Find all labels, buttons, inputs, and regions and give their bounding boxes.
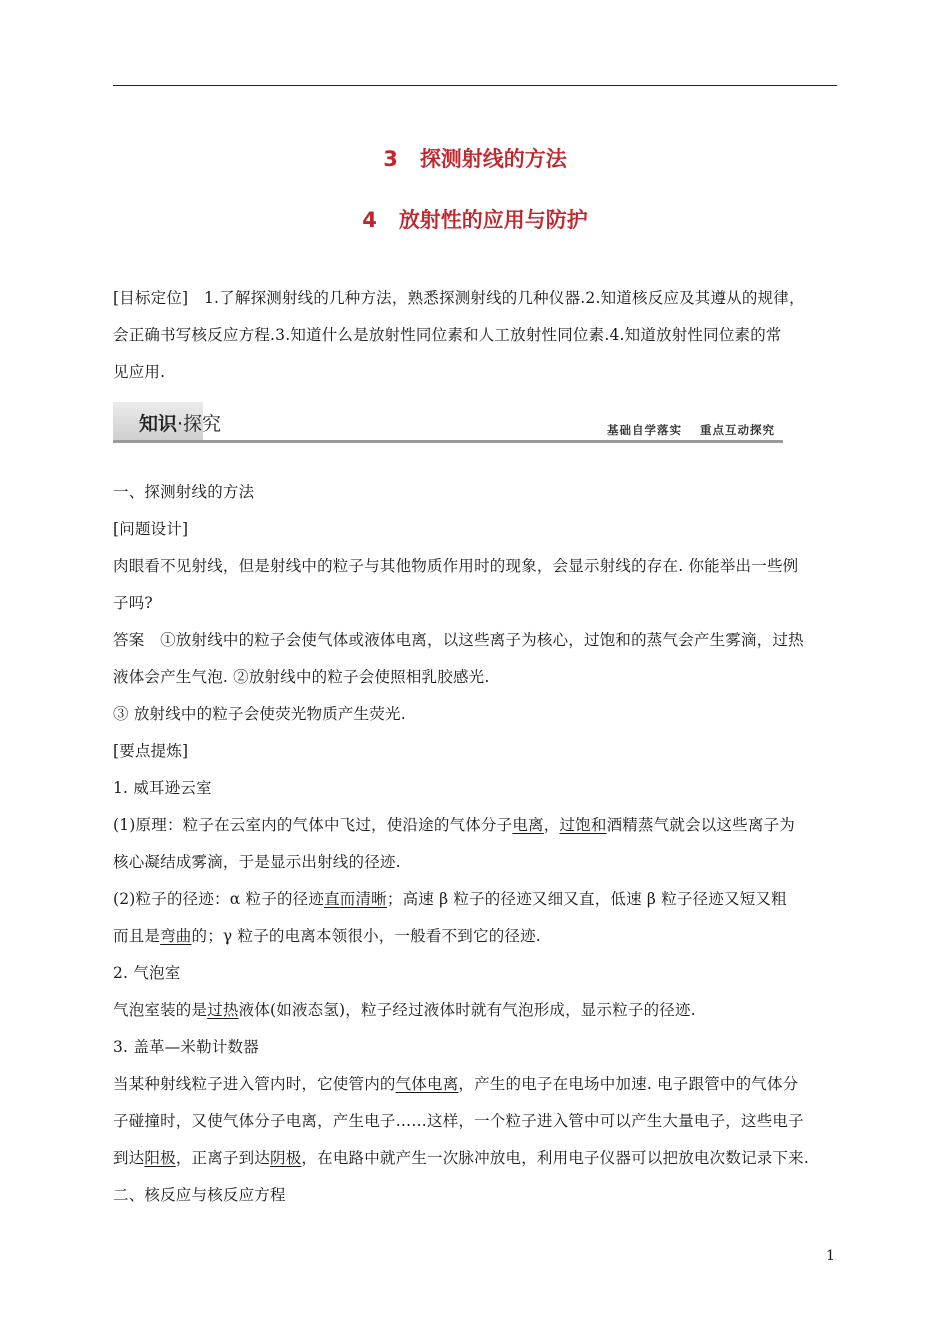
heading-bubble-chamber: 2. 气泡室	[113, 964, 181, 982]
question-line-1: 肉眼看不见射线，但是射线中的粒子与其他物质作用时的现象，会显示射线的存在. 你能举出一些例	[113, 557, 799, 575]
heading-cloud-chamber: 1. 威耳逊云室	[113, 779, 212, 797]
section-title-4: 4 放射性的应用与防护	[362, 208, 588, 232]
heading-geiger-counter: 3. 盖革—米勒计数器	[113, 1038, 259, 1056]
bubble-chamber-text: 气泡室装的是过热液体(如液态氢)，粒子经过液体时就有气泡形成，显示粒子的径迹.	[113, 1001, 696, 1019]
heading-detection-methods: 一、探测射线的方法	[113, 483, 255, 501]
answer-line-1: 答案 ①放射线中的粒子会使气体或液体电离，以这些离子为核心，过饱和的蒸气会产生雾滴，过热	[113, 631, 804, 649]
tracks-line-2: 而且是弯曲的；γ 粒子的电离本领很小，一般看不到它的径迹.	[113, 927, 541, 945]
tracks-line-1: (2)粒子的径迹：α 粒子的径迹直而清晰；高速 β 粒子的径迹又细又直，低速 β 粒子径迹又短又粗	[113, 890, 787, 908]
geiger-line-3: 到达阳极，正离子到达阴极，在电路中就产生一次脉冲放电，利用电子仪器可以把放电次数记录下来.	[113, 1149, 809, 1167]
objective-line-2: 会正确书写核反应方程.3.知道什么是放射性同位素和人工放射性同位素.4.知道放射性同位素的常	[113, 326, 782, 344]
header-rule	[113, 85, 837, 86]
section-title-3: 3 探测射线的方法	[383, 147, 567, 171]
objective-line-3: 见应用.	[113, 363, 166, 381]
principle-line-2: 核心凝结成雾滴，于是显示出射线的径迹.	[113, 853, 401, 871]
heading-nuclear-reactions: 二、核反应与核反应方程	[113, 1186, 286, 1204]
key-points-label: [要点提炼]	[113, 742, 189, 760]
page-number: 1	[826, 1248, 835, 1264]
principle-line-1: (1)原理：粒子在云室内的气体中飞过，使沿途的气体分子电离，过饱和酒精蒸气就会以这些离子为	[113, 816, 795, 834]
question-line-2: 子吗?	[113, 594, 153, 612]
answer-line-3: ③ 放射线中的粒子会使荧光物质产生荧光.	[113, 705, 406, 723]
banner-subtitle: 基础自学落实 重点互动探究	[607, 423, 775, 437]
knowledge-banner	[113, 402, 783, 442]
geiger-line-1: 当某种射线粒子进入管内时，它使管内的气体电离，产生的电子在电场中加速. 电子跟管中的气体分	[113, 1075, 799, 1093]
banner-title: 知识·探究	[139, 413, 222, 435]
answer-line-2: 液体会产生气泡. ②放射线中的粒子会使照相乳胶感光.	[113, 668, 490, 686]
objective-line-1: [目标定位] 1.了解探测射线的几种方法，熟悉探测射线的几种仪器.2.知道核反应及其遵从的规律，	[113, 289, 805, 307]
banner-rule	[113, 440, 783, 443]
geiger-line-2: 子碰撞时，又使气体分子电离，产生电子……这样，一个粒子进入管中可以产生大量电子，这些电子	[113, 1112, 804, 1130]
question-design-label: [问题设计]	[113, 520, 189, 538]
